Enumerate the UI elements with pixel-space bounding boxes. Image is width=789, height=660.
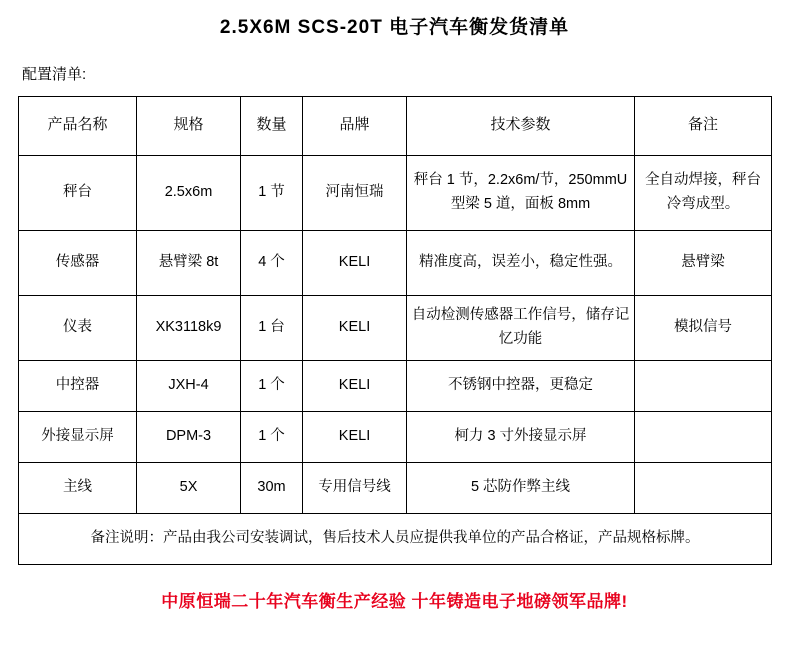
cell-brand: 专用信号线: [303, 462, 407, 513]
table-header-row: [19, 96, 772, 155]
cell-spec: 2.5x6m: [137, 155, 241, 230]
cell-note: 模拟信号: [635, 295, 772, 360]
cell-name: 秤台: [19, 155, 137, 230]
cell-brand: KELI: [303, 295, 407, 360]
cell-brand: KELI: [303, 360, 407, 411]
cell-note: [635, 462, 772, 513]
cell-qty: 1 台: [241, 295, 303, 360]
cell-qty: 4 个: [241, 230, 303, 295]
cell-spec: XK3118k9: [137, 295, 241, 360]
cell-spec: 5X: [137, 462, 241, 513]
column-header-note: 备注: [635, 96, 772, 155]
cell-brand: KELI: [303, 230, 407, 295]
cell-qty: 1 个: [241, 411, 303, 462]
cell-qty: 30m: [241, 462, 303, 513]
cell-param: 秤台 1 节，2.2x6m/节，250mmU 型梁 5 道，面板 8mm: [407, 155, 635, 230]
table-row: [19, 411, 772, 462]
cell-name: 传感器: [19, 230, 137, 295]
cell-param: 柯力 3 寸外接显示屏: [407, 411, 635, 462]
cell-note: 悬臂梁: [635, 230, 772, 295]
cell-name: 主线: [19, 462, 137, 513]
cell-name: 中控器: [19, 360, 137, 411]
table-row: [19, 462, 772, 513]
table-notes-row: [19, 513, 772, 564]
column-header-brand: 品牌: [303, 96, 407, 155]
cell-name: 仪表: [19, 295, 137, 360]
section-subtitle: 配置清单:: [22, 65, 87, 83]
column-header-name: 产品名称: [19, 96, 137, 155]
cell-spec: 悬臂梁 8t: [137, 230, 241, 295]
footer-slogan: 中原恒瑞二十年汽车衡生产经验 十年铸造电子地磅领军品牌!: [161, 591, 628, 611]
cell-brand: KELI: [303, 411, 407, 462]
spec-table: [18, 96, 772, 565]
cell-param: 精准度高，误差小，稳定性强。: [407, 230, 635, 295]
notes-text: 备注说明：产品由我公司安装调试，售后技术人员应提供我单位的产品合格证，产品规格标牌。: [19, 513, 772, 564]
cell-qty: 1 个: [241, 360, 303, 411]
cell-name: 外接显示屏: [19, 411, 137, 462]
cell-param: 自动检测传感器工作信号，储存记忆功能: [407, 295, 635, 360]
cell-qty: 1 节: [241, 155, 303, 230]
table-row: [19, 295, 772, 360]
page-title: 2.5X6M SCS-20T 电子汽车衡发货清单: [219, 17, 570, 38]
table-row: [19, 230, 772, 295]
column-header-qty: 数量: [241, 96, 303, 155]
cell-note: [635, 360, 772, 411]
cell-param: 不锈钢中控器，更稳定: [407, 360, 635, 411]
cell-param: 5 芯防作弊主线: [407, 462, 635, 513]
document-page: [0, 16, 789, 660]
table-row: [19, 155, 772, 230]
cell-spec: JXH-4: [137, 360, 241, 411]
table-row: [19, 360, 772, 411]
column-header-spec: 规格: [137, 96, 241, 155]
cell-note: 全自动焊接，秤台冷弯成型。: [635, 155, 772, 230]
cell-brand: 河南恒瑞: [303, 155, 407, 230]
column-header-param: 技术参数: [407, 96, 635, 155]
cell-spec: DPM-3: [137, 411, 241, 462]
cell-note: [635, 411, 772, 462]
